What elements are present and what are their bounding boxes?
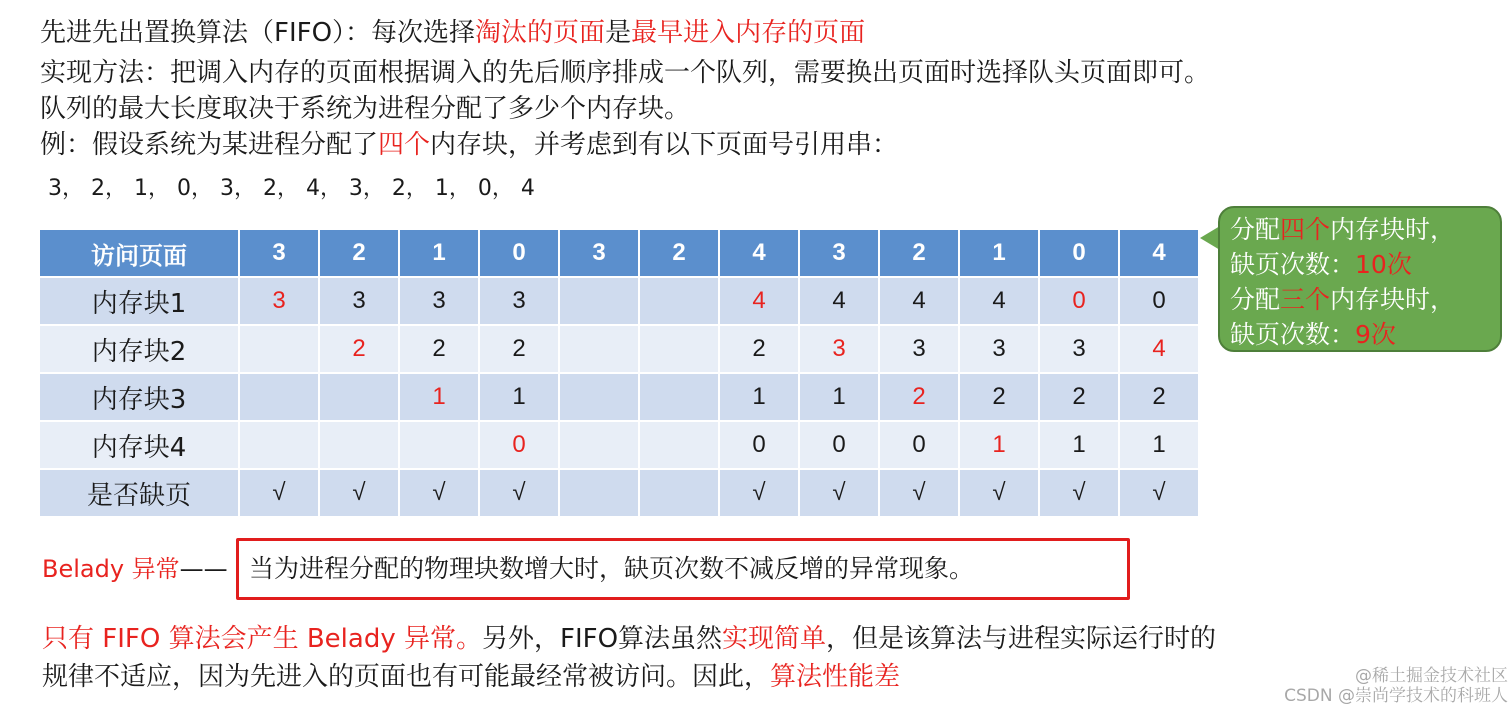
column-header-page: 4: [719, 229, 799, 277]
callout-line-4: [1230, 317, 1490, 352]
watermark-line-1: @稀土掘金技术社区: [1355, 666, 1508, 686]
table-cell: 3: [399, 277, 479, 325]
column-header-page: 3: [559, 229, 639, 277]
table-cell: 2: [879, 373, 959, 421]
belady-term: Belady 异常: [42, 555, 180, 583]
highlighted-text: 四个: [378, 130, 431, 160]
table-cell: [399, 421, 479, 469]
row-label: 内存块2: [39, 325, 239, 373]
table-cell: 0: [719, 421, 799, 469]
conclusion-line-1: [42, 622, 1216, 656]
table-cell: √: [239, 469, 319, 517]
highlighted-text: 只有 FIFO 算法会产生 Belady 异常。: [42, 624, 482, 654]
table-row: [39, 325, 1199, 373]
belady-term-line: [42, 552, 228, 586]
table-cell: [319, 421, 399, 469]
table-cell: 1: [1039, 421, 1119, 469]
highlighted-text: 算法性能差: [770, 662, 901, 692]
highlighted-text: 9次: [1355, 320, 1396, 349]
row-label: 内存块3: [39, 373, 239, 421]
column-header-page: 2: [879, 229, 959, 277]
highlighted-text: 三个: [1280, 285, 1331, 314]
intro-line-3: 队列的最大长度取决于系统为进程分配了多少个内存块。: [40, 94, 691, 124]
table-cell: 0: [1119, 277, 1199, 325]
table-cell: √: [479, 469, 559, 517]
callout-line-3: [1230, 282, 1490, 317]
table-cell: [559, 277, 639, 325]
text-run: 例：假设系统为某进程分配了: [40, 130, 379, 160]
table-cell: 2: [1119, 373, 1199, 421]
text-run: 先进先出置换算法（FIFO）：每次选择: [40, 18, 476, 48]
table-cell: √: [959, 469, 1039, 517]
table-cell: [319, 373, 399, 421]
watermark: [1232, 666, 1508, 706]
table-cell: 3: [479, 277, 559, 325]
column-header-page: 1: [399, 229, 479, 277]
table-cell: 4: [959, 277, 1039, 325]
text-run: 另外，FIFO算法虽然: [481, 624, 723, 654]
table-cell: 1: [1119, 421, 1199, 469]
table-cell: [239, 325, 319, 373]
intro-line-2: 实现方法：把调入内存的页面根据调入的先后顺序排成一个队列，需要换出页面时选择队头页面即可。: [40, 58, 1211, 88]
table-cell: [639, 469, 719, 517]
table-cell: 2: [399, 325, 479, 373]
table-cell: [559, 373, 639, 421]
table-row: [39, 277, 1199, 325]
table-cell: 1: [959, 421, 1039, 469]
text-run: 规律不适应，因为先进入的页面也有可能最经常被访问。因此，: [42, 662, 771, 692]
conclusion-line-2: [42, 660, 900, 694]
text-run: 分配: [1230, 215, 1281, 244]
callout-tail: [1200, 226, 1220, 250]
table-cell: [559, 421, 639, 469]
intro-line-1: [40, 16, 865, 50]
table-cell: 2: [1039, 373, 1119, 421]
highlighted-text: 四个: [1280, 215, 1331, 244]
row-label: 内存块1: [39, 277, 239, 325]
table-header-row: [39, 229, 1199, 277]
highlighted-text: 淘汰的页面: [475, 18, 606, 48]
highlighted-text: 最早进入内存的页面: [631, 18, 866, 48]
table-cell: √: [799, 469, 879, 517]
table-cell: 2: [719, 325, 799, 373]
table-cell: 0: [1039, 277, 1119, 325]
callout-line-2: [1230, 247, 1490, 282]
table-row: [39, 469, 1199, 517]
text-run: 内存块时，: [1330, 215, 1456, 244]
table-cell: [239, 421, 319, 469]
text-run: ，但是该算法与进程实际运行时的: [826, 624, 1217, 654]
belady-definition-box: [236, 538, 1130, 600]
table-cell: √: [1039, 469, 1119, 517]
text-run: 内存块，并考虑到有以下页面号引用串：: [430, 130, 899, 160]
table-cell: [639, 277, 719, 325]
reference-string: 3， 2， 1， 0， 3， 2， 4， 3， 2， 1， 0， 4: [48, 176, 535, 201]
column-header-page: 2: [319, 229, 399, 277]
table-cell: [559, 325, 639, 373]
table-cell: 1: [799, 373, 879, 421]
table-cell: 3: [319, 277, 399, 325]
table-cell: 3: [799, 325, 879, 373]
column-header-page: 1: [959, 229, 1039, 277]
table-cell: 4: [1119, 325, 1199, 373]
table-cell: 1: [399, 373, 479, 421]
table-cell: 0: [879, 421, 959, 469]
table-cell: 1: [479, 373, 559, 421]
callout-line-1: [1230, 212, 1490, 247]
table-cell: [639, 421, 719, 469]
table-cell: √: [319, 469, 399, 517]
fifo-table: [38, 228, 1200, 518]
table-cell: √: [879, 469, 959, 517]
watermark-line-2: CSDN @崇尚学技术的科班人: [1284, 686, 1508, 706]
text-run: 是: [605, 18, 632, 48]
table-cell: 4: [719, 277, 799, 325]
text-run: 分配: [1230, 285, 1281, 314]
table-cell: [639, 373, 719, 421]
table-cell: 0: [479, 421, 559, 469]
table-cell: 2: [959, 373, 1039, 421]
table-cell: 3: [879, 325, 959, 373]
column-header-page: 3: [799, 229, 879, 277]
column-header-page: 4: [1119, 229, 1199, 277]
text-run: 缺页次数：: [1230, 250, 1356, 279]
row-label: 是否缺页: [39, 469, 239, 517]
table-cell: 3: [959, 325, 1039, 373]
table-cell: 3: [1039, 325, 1119, 373]
table-cell: √: [1119, 469, 1199, 517]
table-row: [39, 373, 1199, 421]
table-cell: 4: [879, 277, 959, 325]
fault-count-callout: [1218, 206, 1502, 352]
table-body: [39, 277, 1199, 517]
column-header-page: 0: [1039, 229, 1119, 277]
table-cell: √: [719, 469, 799, 517]
highlighted-text: 实现简单: [722, 624, 827, 654]
table-cell: [239, 373, 319, 421]
belady-dash: ——: [179, 555, 228, 583]
table-cell: 0: [799, 421, 879, 469]
belady-definition: 当为进程分配的物理块数增大时，缺页次数不减反增的异常现象。: [249, 554, 975, 583]
header-label: 访问页面: [39, 229, 239, 277]
table-cell: 2: [479, 325, 559, 373]
text-run: 缺页次数：: [1230, 320, 1356, 349]
row-label: 内存块4: [39, 421, 239, 469]
table-cell: [639, 325, 719, 373]
column-header-page: 2: [639, 229, 719, 277]
table-cell: [559, 469, 639, 517]
intro-line-4: [40, 128, 898, 162]
column-header-page: 0: [479, 229, 559, 277]
highlighted-text: 10次: [1355, 250, 1412, 279]
table-cell: 3: [239, 277, 319, 325]
table-cell: 4: [799, 277, 879, 325]
table-cell: 1: [719, 373, 799, 421]
table-row: [39, 421, 1199, 469]
table-cell: √: [399, 469, 479, 517]
text-run: 内存块时，: [1330, 285, 1456, 314]
column-header-page: 3: [239, 229, 319, 277]
table-cell: 2: [319, 325, 399, 373]
